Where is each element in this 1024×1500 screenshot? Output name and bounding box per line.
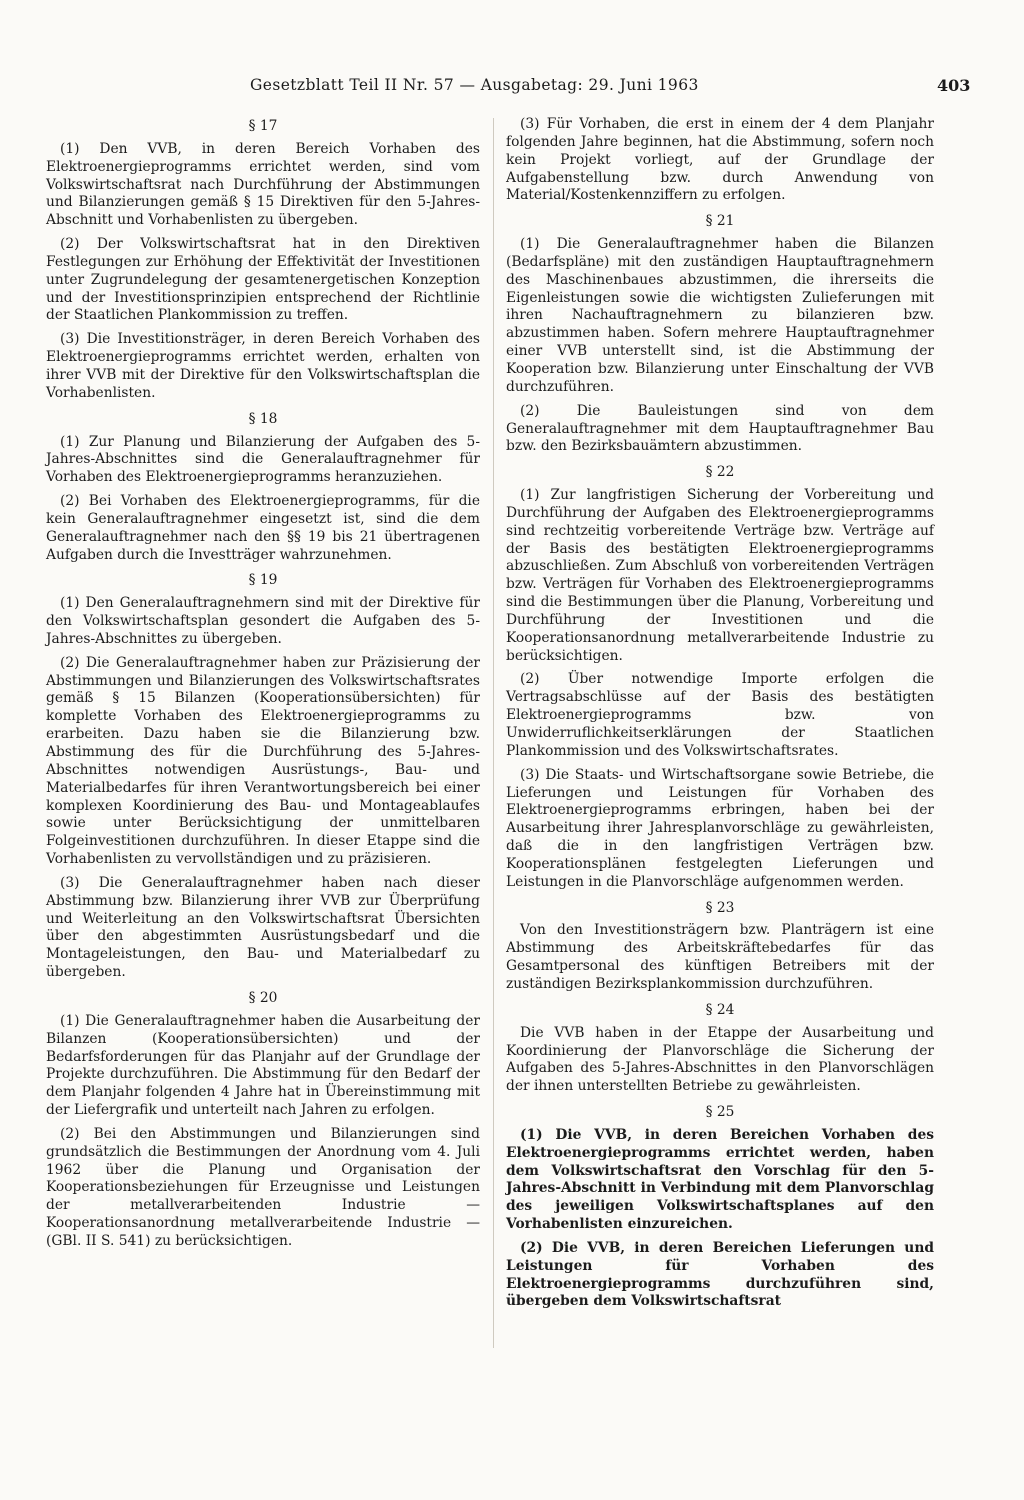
paragraph: (2) Bei den Abstimmungen und Bilanzierungen sind grundsätzlich die Bestimmungen der Anordnung vom 4. Juli 1962 über die Planung und Organisation der Kooperationsbeziehungen für Erzeugnisse und Leistungen der metallverarbeitenden Industrie — Kooperationsanordnung metallverarbeitende Industrie — (GBl. II S. 541) zu berücksichtigen. xyxy=(46,1125,480,1249)
paragraph: (1) Den Generalauftragnehmern sind mit der Direktive für den Volkswirtschaftsplan gesondert die Aufgaben des 5-Jahres-Abschnittes zu übergeben. xyxy=(46,595,480,647)
paragraph: (2) Über notwendige Importe erfolgen die Vertragsabschlüsse auf der Basis des bestätigten Elektroenergieprogramms bzw. von Unwiderruflichkeitserklärungen der Staatlichen Plankommission und des Volkswirtschaftsrates. xyxy=(506,671,934,759)
column-divider xyxy=(493,118,494,1348)
paragraph: Die VVB haben in der Etappe der Ausarbeitung und Koordinierung der Planvorschläge die Sicherung der Aufgaben des 5-Jahres-Abschnittes in den Planvorschlägen der ihnen unterstellten Betriebe zu gewährleisten. xyxy=(506,1024,934,1095)
section-heading: § 24 xyxy=(705,1001,735,1018)
left-column xyxy=(46,116,480,1257)
section-heading: § 20 xyxy=(248,989,278,1006)
section-heading: § 19 xyxy=(248,572,278,589)
right-column xyxy=(506,116,934,1317)
section-heading: § 21 xyxy=(705,213,735,230)
paragraph: (1) Die Generalauftragnehmer haben die Bilanzen (Bedarfspläne) mit den zuständigen Hauptauftragnehmern des Maschinenbaues abzustimmen, die ihrerseits die Eigenleistungen sowie die wichtigsten Zulieferungen mit ihren Nachauftragnehmern zu bilanzieren bzw. abzustimmen haben. Sofern mehrere Hauptauftragnehmer einer VVB unterstellt sind, ist die Abstimmung der Kooperation bzw. Bilanzierung unter Einschaltung der VVB durchzuführen. xyxy=(506,236,934,395)
paragraph: (1) Die VVB, in deren Bereichen Vorhaben des Elektroenergieprogramms errichtet werden, haben dem Volkswirtschaftsrat den Vorschlag für den 5-Jahres-Abschnitt in Verbindung mit dem Planvorschlag des jeweiligen Volkswirtschaftsplanes auf den Vorhabenlisten einzureichen. xyxy=(506,1126,934,1233)
paragraph: (1) Zur langfristigen Sicherung der Vorbereitung und Durchführung der Aufgaben des Elektroenergieprogramms sind rechtzeitig vorbereitende Verträge bzw. Verträge auf der Basis des bestätigten Elektroenergieprogramms abzuschließen. Zum Abschluß von vorbereitenden Verträgen bzw. Verträgen für Vorhaben des Elektroenergieprogramms sind die Bestimmungen über die Planung, Vorbereitung und Durchführung der Investitionen und die Kooperationsanordnung metallverarbeitende Industrie zu berücksichtigen. xyxy=(506,487,934,664)
section-heading: § 17 xyxy=(248,118,278,134)
page-number: 403 xyxy=(937,76,971,95)
paragraph: (1) Die Generalauftragnehmer haben die Ausarbeitung der Bilanzen (Kooperationsübersichten) und der Bedarfsforderungen für das Planjahr auf der Grundlage der Projekte durchzuführen. Die Abstimmung für den Bedarf der dem Planjahr folgenden 4 Jahre hat in Übereinstimmung mit der Liefergrafik und unterteilt nach Jahren zu erfolgen. xyxy=(46,1012,480,1119)
paragraph: (2) Die VVB, in deren Bereichen Lieferungen und Leistungen für Vorhaben des Elektroenergieprogramms durchzuführen sind, übergeben dem Volkswirtschaftsrat xyxy=(506,1239,934,1310)
paragraph: (2) Bei Vorhaben des Elektroenergieprogramms, für die kein Generalauftragnehmer eingesetzt ist, sind die dem Generalauftragnehmer nach den §§ 19 bis 21 übertragenen Aufgaben durch die Investträger wahrzunehmen. xyxy=(46,493,480,563)
paragraph: (1) Den VVB, in deren Bereich Vorhaben des Elektroenergieprogramms errichtet werden, sind vom Volkswirtschaftsrat nach Durchführung der Abstimmungen und Bilanzierungen gemäß § 15 Direktiven für den 5-Jahres-Abschnitt und Vorhabenlisten zu übergeben. xyxy=(46,140,480,229)
section-heading: § 22 xyxy=(705,464,735,481)
paragraph: (3) Für Vorhaben, die erst in einem der 4 dem Planjahr folgenden Jahre beginnen, hat die Abstimmung, sofern noch kein Projekt vorliegt, auf der Grundlage der Aufgabenstellung bzw. durch Anwendung von Material/Kostenkennziffern zu erfolgen. xyxy=(506,116,934,204)
paragraph: (3) Die Staats- und Wirtschaftsorgane sowie Betriebe, die Lieferungen und Leistungen für Vorhaben des Elektroenergieprogramms erbringen, haben bei der Ausarbeitung ihrer Jahresplanvorschläge zu gewährleisten, daß die in den langfristigen Verträgen bzw. Kooperationsplänen festgelegten Lieferungen und Leistungen in die Planvorschläge aufgenommen werden. xyxy=(506,766,934,890)
section-heading: § 25 xyxy=(705,1104,735,1121)
page-header xyxy=(0,76,1024,100)
paragraph: (2) Der Volkswirtschaftsrat hat in den Direktiven Festlegungen zur Erhöhung der Effektivität der Investitionen unter Zugrundelegung der gesamtenergetischen Konzeption und der Investitionsprinzipien entsprechend der Richtlinie der Staatlichen Plankommission zu treffen. xyxy=(46,236,480,324)
paragraph: (2) Die Bauleistungen sind von dem Generalauftragnehmer mit dem Hauptauftragnehmer Bau bzw. den Bezirksbauämtern abzustimmen. xyxy=(506,402,934,455)
section-heading: § 23 xyxy=(705,899,735,916)
header-title: Gesetzblatt Teil II Nr. 57 — Ausgabetag: 29. Juni 1963 xyxy=(250,76,699,94)
paragraph: (2) Die Generalauftragnehmer haben zur Präzisierung der Abstimmungen und Bilanzierungen des Volkswirtschaftsrates gemäß § 15 Bilanzen (Kooperationsübersichten) für komplette Vorhaben des Elektroenergieprogramms zu erarbeiten. Dazu haben sie die Bilanzierung bzw. Abstimmung des für die Durchführung des 5-Jahres-Abschnittes notwendigen Ausrüstungs-, Bau- und Materialbedarfes für ihren Verantwortungsbereich bei einer komplexen Koordinierung des Bau- und Montageablaufes sowie unter Berücksichtigung der unmittelbaren Folgeinvestitionen durchzuführen. In dieser Etappe sind die Vorhabenlisten zu vervollständigen und zu präzisieren. xyxy=(46,654,480,868)
paragraph: (3) Die Generalauftragnehmer haben nach dieser Abstimmung bzw. Bilanzierung ihrer VVB zur Überprüfung und Weiterleitung an den Volkswirtschaftsrat Übersichten über den abgestimmten Ausrüstungsbedarf und die Montageleistungen, den Bau- und Materialbedarf zu übergeben. xyxy=(46,874,480,981)
paragraph: Von den Investitionsträgern bzw. Planträgern ist eine Abstimmung des Arbeitskräftebedarfes für das Gesamtpersonal des künftigen Betreibers mit der zuständigen Bezirksplankommission durchzuführen. xyxy=(506,922,934,992)
paragraph: (1) Zur Planung und Bilanzierung der Aufgaben des 5-Jahres-Abschnittes sind die Generalauftragnehmer für Vorhaben des Elektroenergieprogramms heranzuziehen. xyxy=(46,433,480,486)
paragraph: (3) Die Investitionsträger, in deren Bereich Vorhaben des Elektroenergieprogramms errichtet werden, erhalten von ihrer VVB mit der Direktive für den Volkswirtschaftsplan die Vorhabenlisten. xyxy=(46,331,480,401)
section-heading: § 18 xyxy=(248,410,278,427)
